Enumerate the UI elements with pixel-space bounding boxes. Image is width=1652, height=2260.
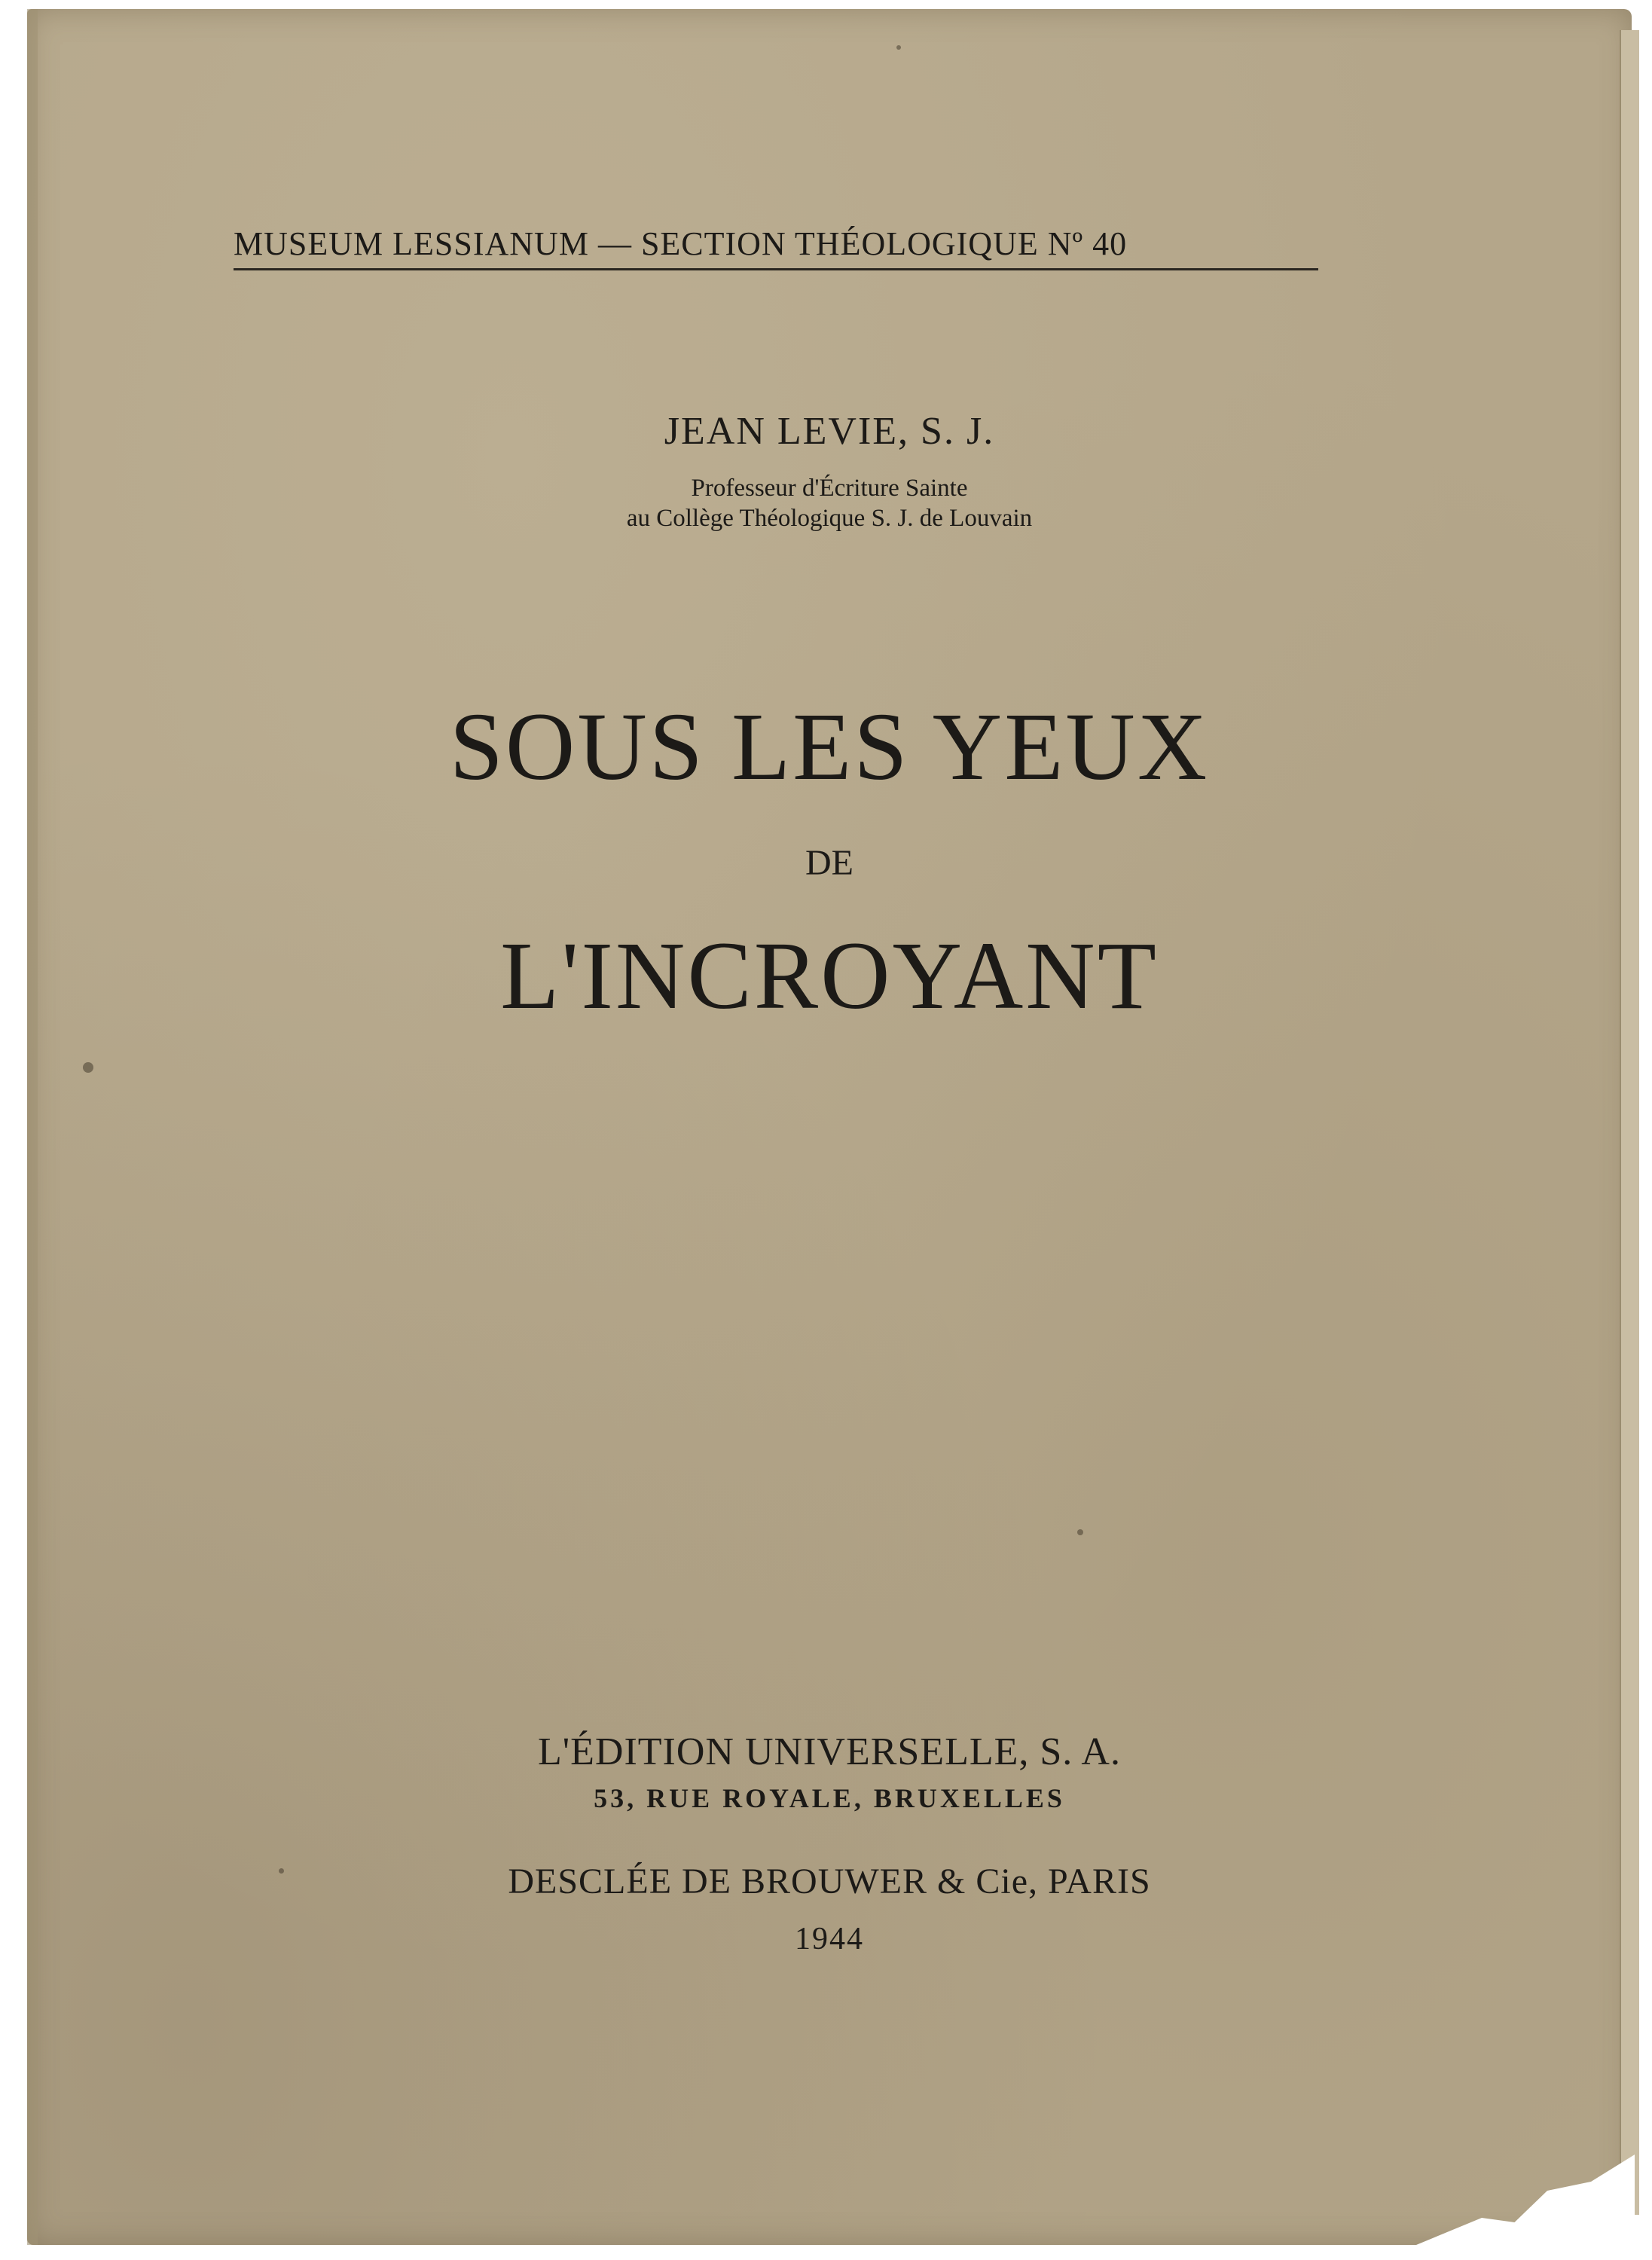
paper-speck: [896, 45, 901, 50]
publisher-name: L'ÉDITION UNIVERSELLE, S. A.: [538, 1730, 1121, 1773]
paper-speck: [83, 1062, 93, 1073]
author-affiliation-line2: au Collège Théologique S. J. de Louvain: [626, 505, 1033, 532]
series-rule: [234, 268, 1318, 270]
book-title-line2: DE: [805, 843, 853, 883]
author-name: JEAN LEVIE, S. J.: [664, 410, 995, 453]
publication-year: 1944: [795, 1922, 864, 1956]
book-title-line3: L'INCROYANT: [500, 922, 1159, 1029]
author-affiliation-line1: Professeur d'Écriture Sainte: [691, 475, 968, 502]
cover-left-edge: [27, 9, 38, 2245]
paper-speck: [1077, 1529, 1083, 1535]
publisher-address: 53, RUE ROYALE, BRUXELLES: [594, 1783, 1065, 1813]
copublisher-name: DESCLÉE DE BROUWER & Cie, PARIS: [508, 1861, 1151, 1901]
book-title-line1: SOUS LES YEUX: [449, 693, 1210, 800]
book-cover: [27, 9, 1632, 2245]
series-heading: MUSEUM LESSIANUM — SECTION THÉOLOGIQUE Nº 40: [234, 225, 1128, 262]
